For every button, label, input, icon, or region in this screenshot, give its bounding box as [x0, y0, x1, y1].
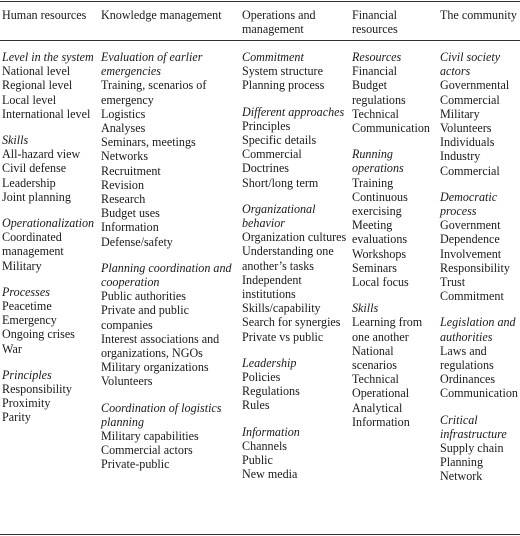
category-title: Different approaches — [242, 104, 345, 119]
category-item: Communication — [352, 121, 430, 136]
header-human-resources: Human resources — [2, 8, 87, 22]
category-item: Meeting evaluations — [352, 218, 408, 247]
category-item: Continuous exercising — [352, 189, 408, 219]
category-item: Commercial actors — [101, 443, 193, 458]
category-item: Independent institutions — [242, 272, 302, 302]
category-group — [440, 190, 520, 304]
category-item: Commercial — [440, 163, 500, 178]
category-item: Specific details — [242, 133, 317, 148]
category-item: Networks — [101, 149, 149, 164]
category-item: Workshops — [352, 246, 407, 261]
category-item: Budget uses — [101, 206, 160, 221]
category-item: Public authorities — [101, 289, 186, 304]
category-title: Processes — [2, 284, 50, 299]
category-item: Volunteers — [101, 374, 153, 389]
category-item: Revision — [101, 177, 145, 192]
category-item: Planning — [440, 455, 484, 470]
category-group — [352, 50, 436, 135]
category-item: War — [2, 341, 22, 356]
category-title: Legislation and authorities — [440, 315, 516, 344]
category-item: Seminars, meetings — [101, 135, 196, 150]
category-item: Involvement — [440, 246, 502, 261]
category-title: Civil society actors — [440, 50, 501, 79]
category-group — [440, 50, 520, 178]
category-item: Information — [101, 220, 159, 235]
header-financial-resources: Financial resources — [352, 8, 398, 37]
category-item: Budget regulations — [352, 78, 406, 107]
category-item: Operational — [352, 386, 410, 401]
category-title: Principles — [2, 367, 52, 382]
category-title: Evaluation of earlier emergencies — [101, 50, 203, 79]
category-group — [2, 368, 99, 425]
category-item: Local level — [2, 92, 57, 107]
category-item: Research — [101, 192, 146, 207]
category-group — [101, 50, 240, 249]
category-item: Training, scenarios of emergency — [101, 78, 207, 107]
column-knowledge-management — [101, 50, 240, 484]
category-item: Responsibility — [440, 260, 510, 275]
category-group — [2, 216, 99, 273]
header-knowledge-management: Knowledge management — [101, 8, 222, 22]
category-item: National level — [2, 64, 71, 79]
category-item: International level — [2, 106, 91, 121]
top-rule — [0, 1, 520, 2]
category-item: All-hazard view — [2, 147, 81, 162]
category-item: Emergency — [2, 313, 57, 328]
category-item: Network — [440, 469, 483, 484]
category-group — [2, 285, 99, 356]
category-item: Joint planning — [2, 189, 71, 204]
category-item: Volunteers — [440, 121, 492, 136]
category-item: Local focus — [352, 275, 409, 290]
category-item: Private-public — [101, 457, 170, 472]
category-group — [440, 413, 520, 484]
category-item: Logistics — [101, 106, 146, 121]
category-item: Search for synergies — [242, 315, 341, 330]
category-item: Regional level — [2, 78, 73, 93]
category-item: System structure — [242, 64, 323, 79]
column-the-community — [440, 50, 520, 496]
category-group — [242, 356, 348, 413]
category-item: Recruitment — [101, 163, 161, 178]
category-group — [352, 301, 436, 429]
header-rule — [0, 40, 520, 41]
category-group — [2, 50, 99, 121]
category-item: Governmental — [440, 78, 510, 93]
category-item: Information — [352, 414, 410, 429]
category-group — [242, 105, 348, 190]
category-item: Commercial — [242, 147, 302, 162]
category-item: Communication — [440, 386, 518, 401]
column-financial-resources — [352, 50, 436, 441]
category-item: Individuals — [440, 135, 495, 150]
category-title: Coordination of logistics planning — [101, 400, 222, 429]
category-item: Technical — [352, 372, 399, 387]
category-item: Doctrines — [242, 161, 290, 176]
category-item: Laws and regulations — [440, 343, 494, 373]
category-item: Learning from one another — [352, 315, 423, 344]
category-group — [352, 147, 436, 289]
category-item: Interest associations and organizations, NGOs — [101, 331, 220, 361]
category-item: Public — [242, 453, 273, 468]
category-item: Peacetime — [2, 299, 52, 314]
category-title: Level in the system — [2, 50, 94, 64]
category-item: Rules — [242, 398, 270, 413]
category-title: Operationalization — [2, 216, 95, 231]
category-item: Understanding one another’s tasks — [242, 244, 334, 273]
category-item: Regulations — [242, 384, 300, 399]
category-group — [101, 261, 240, 389]
category-item: Military — [440, 106, 480, 121]
category-title: Resources — [352, 50, 402, 64]
category-item: Military capabilities — [101, 429, 199, 444]
category-item: Ongoing crises — [2, 327, 75, 342]
category-title: Critical infrastructure — [440, 412, 507, 441]
category-item: Responsibility — [2, 382, 72, 397]
category-item: National scenarios — [352, 343, 397, 373]
category-item: Technical — [352, 106, 399, 121]
category-title: Organizational behavior — [242, 201, 316, 231]
column-human-resources — [2, 50, 99, 437]
category-item: Private vs public — [242, 329, 324, 344]
column-operations-management — [242, 50, 348, 493]
category-item: Proximity — [2, 396, 51, 411]
category-title: Running operations — [352, 147, 404, 176]
category-item: Commitment — [440, 289, 504, 304]
header-the-community: The community — [440, 8, 517, 22]
category-title: Commitment — [242, 50, 304, 64]
category-title: Skills — [352, 301, 379, 316]
category-item: Ordinances — [440, 372, 496, 387]
category-item: Private and public companies — [101, 303, 189, 332]
category-item: Industry — [440, 149, 481, 164]
category-item: Policies — [242, 370, 281, 385]
category-item: Commercial — [440, 92, 500, 107]
category-item: Supply chain — [440, 441, 504, 456]
category-item: Trust — [440, 275, 466, 290]
category-item: Parity — [2, 410, 31, 425]
category-item: Military organizations — [101, 360, 209, 375]
category-item: Seminars — [352, 260, 398, 275]
category-item: Training — [352, 175, 394, 190]
category-group — [242, 202, 348, 344]
category-group — [101, 401, 240, 472]
header-operations-management: Operations and management — [242, 8, 316, 37]
category-title: Information — [242, 424, 300, 439]
category-item: Military — [2, 258, 42, 273]
category-item: Principles — [242, 118, 291, 133]
category-group — [242, 50, 348, 93]
bottom-rule — [0, 534, 520, 535]
category-title: Leadership — [242, 355, 297, 370]
category-item: Skills/capability — [242, 301, 321, 316]
category-item: Analyses — [101, 121, 146, 136]
category-group — [440, 315, 520, 400]
category-title: Skills — [2, 133, 29, 148]
category-item: Government — [440, 218, 501, 233]
category-item: Channels — [242, 438, 288, 453]
category-item: Civil defense — [2, 161, 67, 176]
category-item: Organization cultures — [242, 230, 347, 245]
category-item: New media — [242, 467, 298, 482]
category-item: Financial — [352, 64, 398, 79]
category-group — [2, 133, 99, 204]
category-item: Dependence — [440, 232, 500, 247]
category-item: Analytical — [352, 400, 403, 415]
category-title: Democratic process — [440, 189, 498, 219]
category-group — [242, 425, 348, 482]
category-item: Coordinated management — [2, 230, 64, 259]
category-title: Planning coordination and cooperation — [101, 260, 232, 290]
category-item: Defense/safety — [101, 234, 173, 249]
category-item: Short/long term — [242, 175, 319, 190]
category-item: Leadership — [2, 175, 56, 190]
category-item: Planning process — [242, 78, 325, 93]
